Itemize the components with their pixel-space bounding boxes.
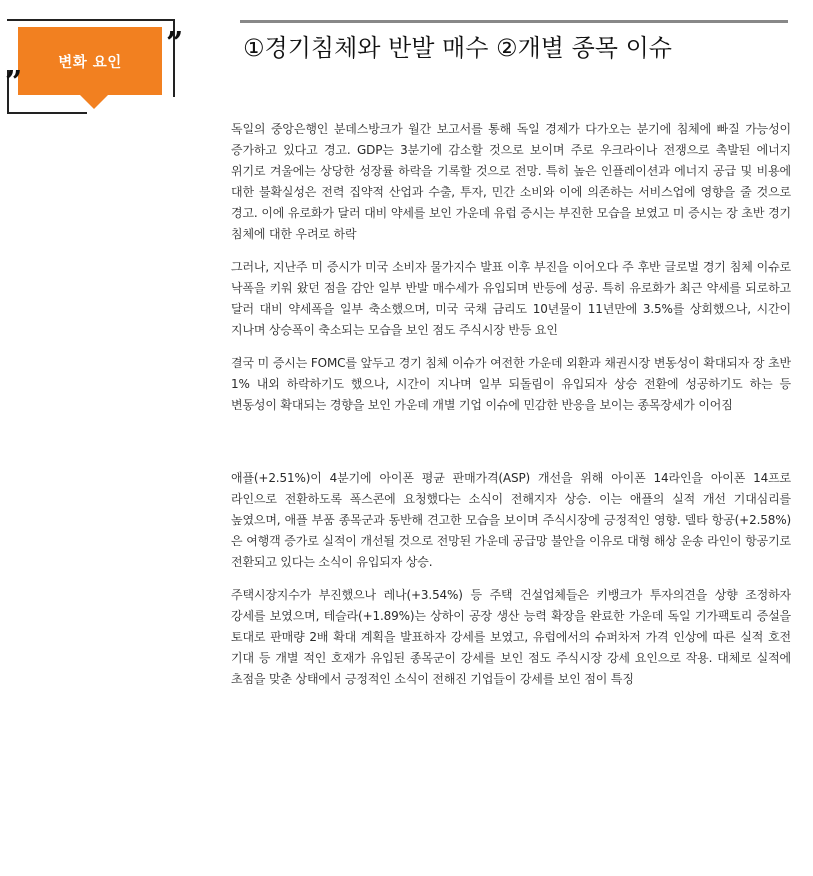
badge-frame-bottom-line: [7, 112, 87, 114]
section-badge: [0, 0, 200, 130]
paragraph-2: 그러나, 지난주 미 증시가 미국 소비자 물가지수 발표 이후 부진을 이어오다 주 후반 글로벌 경기 침체 이슈로 낙폭을 키워 왔던 점을 감안 일부 반발 매수세가 유입되며 반등에 성공. 특히 유로화가 최근 약세를 되로하고 달러 대비 약세폭을 일부 축소했으며, 미국 국채 금리도 10년물이 11년만에 3.5%를 상회했으나, 시간이 지나며 상승폭이 축소되는 모습을 보인 점도 주식시장 반등 요인: [231, 260, 791, 337]
opening-quote-icon: ”: [5, 65, 23, 100]
paragraph-5: 주택시장지수가 부진했으나 레나(+3.54%) 등 주택 건설업체들은 키뱅크가 투자의견을 상향 조정하자 강세를 보였으며, 테슬라(+1.89%)는 상하이 공장 생산 능력 확장을 완료한 가운데 독일 기가팩토리 증설을 토대로 판매량 2배 확대 계획을 발표하자 강세를 보였고, 유럽에서의 슈퍼차저 가격 인상에 따른 실적 호전 기대 등 개별 적인 호재가 유입된 종목군이 강세를 보인 점도 주식시장 강세 요인으로 작용. 대체로 실적에 초점을 맞춘 상태에서 긍정적인 소식이 전해진 기업들이 강세를 보인 점이 특징: [231, 588, 791, 686]
badge-pointer: [80, 95, 108, 109]
badge-frame-top-line: [7, 19, 175, 21]
section-spacer: [231, 428, 791, 468]
badge-label: 변화 요인: [58, 54, 122, 71]
paragraph-4: 애플(+2.51%)이 4분기에 아이폰 평균 판매가격(ASP) 개선을 위해 아이폰 14라인을 아이폰 14프로 라인으로 전환하도록 폭스콘에 요청했다는 소식이 전해지자 상승. 이는 애플의 실적 개선 기대심리를 높였으며, 애플 부품 종목군과 동반해 견고한 모습을 보이며 주식시장에 긍정적인 영향. 델타 항공(+2.58%)은 여행객 증가로 실적이 개선될 것으로 전망된 가운데 공급망 불안을 이유로 대형 해상 운송 라인이 항공기로 전환되고 있다는 소식이 유입되자 상승.: [231, 471, 791, 569]
closing-quote-icon: ”: [166, 26, 184, 61]
title-divider: [240, 20, 788, 23]
page-title: ①경기침체와 반발 매수 ②개별 종목 이슈: [243, 34, 672, 62]
article-body: [231, 119, 791, 702]
paragraph-3: 결국 미 증시는 FOMC를 앞두고 경기 침체 이슈가 여전한 가운데 외환과 채권시장 변동성이 확대되자 장 초반 1% 내외 하락하기도 했으나, 시간이 지나며 일부 되돌림이 유입되자 상승 전환에 성공하기도 하는 등 변동성이 확대되는 경향을 보인 가운데 개별 기업 이슈에 민감한 반응을 보이는 종목장세가 이어짐: [231, 356, 791, 412]
paragraph-1: 독일의 중앙은행인 분데스방크가 월간 보고서를 통해 독일 경제가 다가오는 분기에 침체에 빠질 가능성이 증가하고 있다고 경고. GDP는 3분기에 감소할 것으로 보이며 주로 우크라이나 전쟁으로 촉발된 에너지 위기로 겨울에는 상당한 성장률 하락을 기록할 것으로 전망. 특히 높은 인플레이션과 에너지 공급 및 비용에 대한 불확실성은 전력 집약적 산업과 수출, 투자, 민간 소비와 이에 의존하는 서비스업에 영향을 줄 것으로 경고. 이에 유로화가 달러 대비 약세를 보인 가운데 유럽 증시는 부진한 모습을 보였고 미 증시는 장 초반 경기 침체에 대한 우려로 하락: [231, 122, 791, 241]
